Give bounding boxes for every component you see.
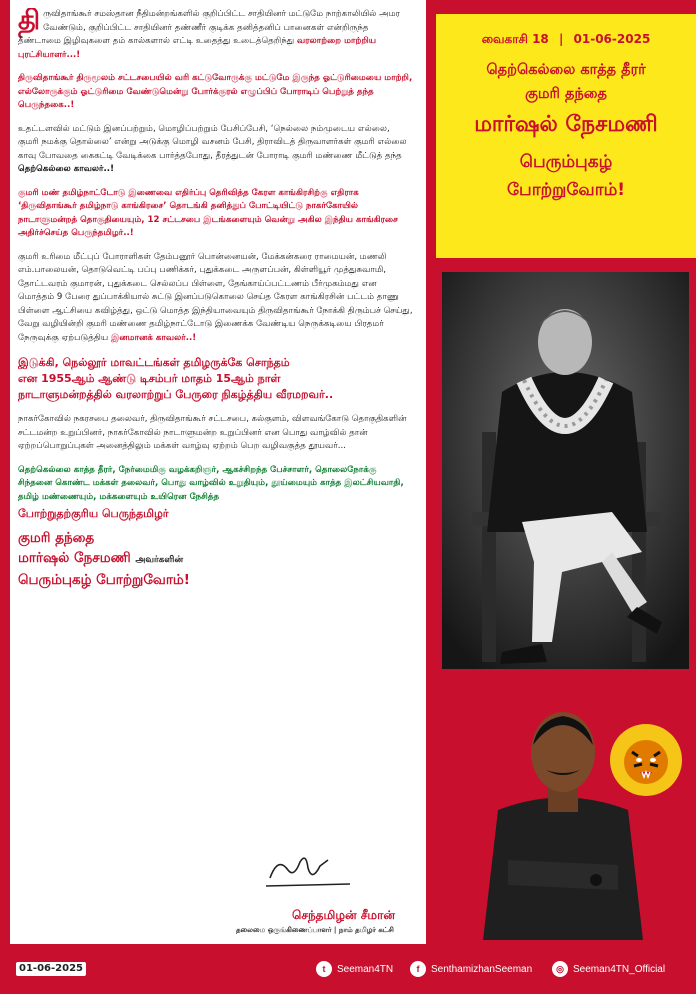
footer-date: 01-06-2025 — [16, 962, 86, 976]
closing-line-2 — [18, 548, 413, 570]
paragraph-3-highlight: தெற்கெல்லை காவலர்..! — [18, 164, 114, 174]
facebook-link[interactable] — [410, 960, 532, 978]
date-separator: | — [558, 32, 564, 46]
paragraph-7: நாகர்கோவில் நகரசபை தலைவர், திருவிதாங்கூர் சட்டசபை, கல்குளம், விளவங்கோடு தொகுதிகளின் சட்டமன்ற உறுப்பினர், நாகர்கோவில் நாடாளுமன்ற உறுப்பினர் என பொது வாழ்வில் தான் ஏற்றப்பொறுப்புகள் அனைத்திலும் மக்கள் வாழ்வு ஏற்றம் பெற வழிவகுத்த தூயவர்... — [18, 414, 407, 451]
twitter-icon: t — [316, 961, 332, 977]
closing-suffix: அவர்களின் — [135, 555, 184, 565]
portrait-illustration — [442, 272, 689, 669]
left-red-border — [0, 0, 10, 944]
paragraph-4: குமரி மண் தமிழ்நாட்டோடு இணைவை எதிர்ப்பு தெரிவித்த கேரள காங்கிரசிற்கு எதிராக ‘திருவிதாங்கூர் தமிழ்நாடு காங்கிரசை’ தொடங்கி தனித்துப் போட்டியிட்டு நாகர்கோயில் நாடாளுமன்றத் தொகுதியையும், 12 சட்டசபை இடங்களையும் வென்று அகில இந்திய காங்கிரசை அதிர்ச்செய்த பெருந்தமிழர்..! — [18, 187, 398, 238]
leader-photo — [468, 690, 658, 940]
title-line-2: குமரி தந்தை — [525, 86, 607, 102]
date-row — [436, 32, 696, 48]
tagline-1: பெரும்புகழ் — [519, 152, 613, 172]
paragraph-1-highlight: வரலாற்றை மாற்றிய புரட்சியாளர்...! — [18, 36, 377, 60]
date-numeric: 01-06-2025 — [573, 32, 651, 46]
signature-scribble — [258, 848, 358, 892]
instagram-handle: Seeman4TN_Official — [573, 963, 666, 975]
paragraph-8-last: போற்றுதற்குரிய பெருந்தமிழர் — [18, 507, 169, 520]
paragraph-2: திருவிதாங்கூர் திருமூலம் சட்டசபையில் வரி கட்டுவோருக்கு மட்டுமே இருந்த ஓட்டுரிமையை மாற்றி, எல்லோருக்கும் ஓட்டுரிமை வேண்டுமென்று போர்க்குரல் எழுப்பிப் போராடிப் பெற்றுத் தந்த பெருந்தகை..! — [18, 73, 413, 110]
paragraph-6-line-1: இடுக்கி, நெல்லூர் மாவட்டங்கள் தமிழருக்கே சொந்தம் — [18, 356, 290, 369]
paragraph-6 — [18, 355, 413, 403]
title-name: மார்ஷல் நேசமணி — [474, 112, 658, 137]
portrait-photo — [442, 272, 689, 669]
instagram-icon: ◎ — [552, 961, 568, 977]
signature-role: தலைமை ஒருங்கிணைப்பாளர் | நாம் தமிழர் கட்சி — [236, 926, 394, 934]
paragraph-6-line-3: நாடாளுமன்றத்தில் வரலாற்றுப் பேருரை நிகழ்த்திய வீரமறவர்.. — [18, 388, 334, 401]
paragraph-3 — [18, 123, 413, 177]
facebook-icon: f — [410, 961, 426, 977]
paragraph-8: தெற்கெல்லை காத்த தீரர், நேர்மைமிகு வழக்கறிஞர், ஆகச்சிறந்த பேச்சாளர், தொலைநோக்கு சிந்தனை கொண்ட மக்கள் தலைவர், பொது வாழ்வில் உறுதியும், தூய்மையும் காத்த இலட்சியவாதி, தமிழ் மண்ணையும், மக்களையும் உயிரென நேசித்த — [18, 464, 404, 502]
paragraph-5-text: குமரி உரிமை மீட்புப் போராளிகள் தேம்பனூர் பொன்னையன், மேக்கன்கரை ராமையன், மணலி எம்.பாலையன், தொடுவெட்டி பப்பு பணிக்கர், புதுக்கடை அருளப்பன், கிள்ளியூர் முத்துசுவாமி, தோட்டவரம் குமாரன், புதுக்கடை செல்லப்ப பிள்ளை, தேங்காய்ப்பட்டணம் பீர்முகம்மது என மொத்தம் 9 பேரை துப்பாக்கியால் சுட்டு இனப்படுகொலை செய்த கேரள காங்கிரசின் பட்டம் தாணு பிள்ளை ஆட்சியை கவிழ்த்து, ஒட்டு மொத்த இந்தியாவையும் திருவிதாங்கூர் நோக்கி திரும்பச் செய்து, வேறு வழியின்றி குமரி மண்ணை தமிழ்நாட்டோடு இணைக்க வேண்டிய நெருக்கடியை பிரதமர் நேருவுக்கு ஏற்படுத்திய — [18, 251, 413, 343]
title-box — [436, 14, 696, 258]
twitter-link[interactable] — [316, 960, 393, 978]
instagram-link[interactable] — [552, 960, 665, 978]
signature-name: செந்தமிழன் சீமான் — [292, 908, 395, 922]
paragraph-6-line-2: என 1955ஆம் ஆண்டு டிசம்பர் மாதம் 15ஆம் நாள் — [18, 372, 281, 385]
title-line-1: தெற்கெல்லை காத்த தீரர் — [486, 62, 646, 78]
tagline-2: போற்றுவோம்! — [506, 180, 626, 200]
paragraph-5-highlight: இனமானக் காவலர்..! — [110, 332, 197, 343]
date-tamil: வைகாசி 18 — [481, 32, 549, 46]
paragraph-3-text: உதட்டளவில் மட்டும் இனப்பற்றும், மொழிப்பற்றும் பேசிப்பேசி, ‘நெல்லை நம்முடைய எல்லை, குமரி நமக்கு தொல்லை’ என்று அடுக்கு மொழி வசனம் பேசி, திராவிடத் திருவாளர்கள் குமரி எல்லை காவு போவதை கைகட்டி வேடிக்கை பார்த்தபோது, தீரத்துடன் போராடி குமரி மண்ணை மீட்டுத் தந்த — [18, 123, 407, 161]
closing-name: மார்ஷல் நேசமணி — [18, 550, 131, 566]
twitter-handle: Seeman4TN — [337, 963, 394, 975]
closing-line-3: பெரும்புகழ் போற்றுவோம்! — [18, 572, 190, 588]
drop-cap: தி — [18, 8, 41, 36]
closing-line-1: குமரி தந்தை — [18, 530, 95, 546]
facebook-handle: SenthamizhanSeeman — [431, 963, 533, 975]
body-text-column — [18, 8, 413, 938]
paragraph-1-text: ருவிதாங்கூர் சமஸ்தான நீதிமன்றங்களில் குறிப்பிட்ட சாதியினர் மட்டுமே நாற்காலியில் அமர வேண்டும், குறிப்பிட்ட சாதியினர் தண்ணீர் குடிக்க தனித்தனிப் பானைகள் என்றிருந்த தீண்டாமை இழிவுகளை தம் கால்களால் எட்டி உதைத்து உடைத்தெறிந்து — [18, 9, 401, 46]
closing-block — [18, 528, 413, 590]
paragraph-1 — [18, 8, 413, 62]
paragraph-5 — [18, 251, 413, 346]
